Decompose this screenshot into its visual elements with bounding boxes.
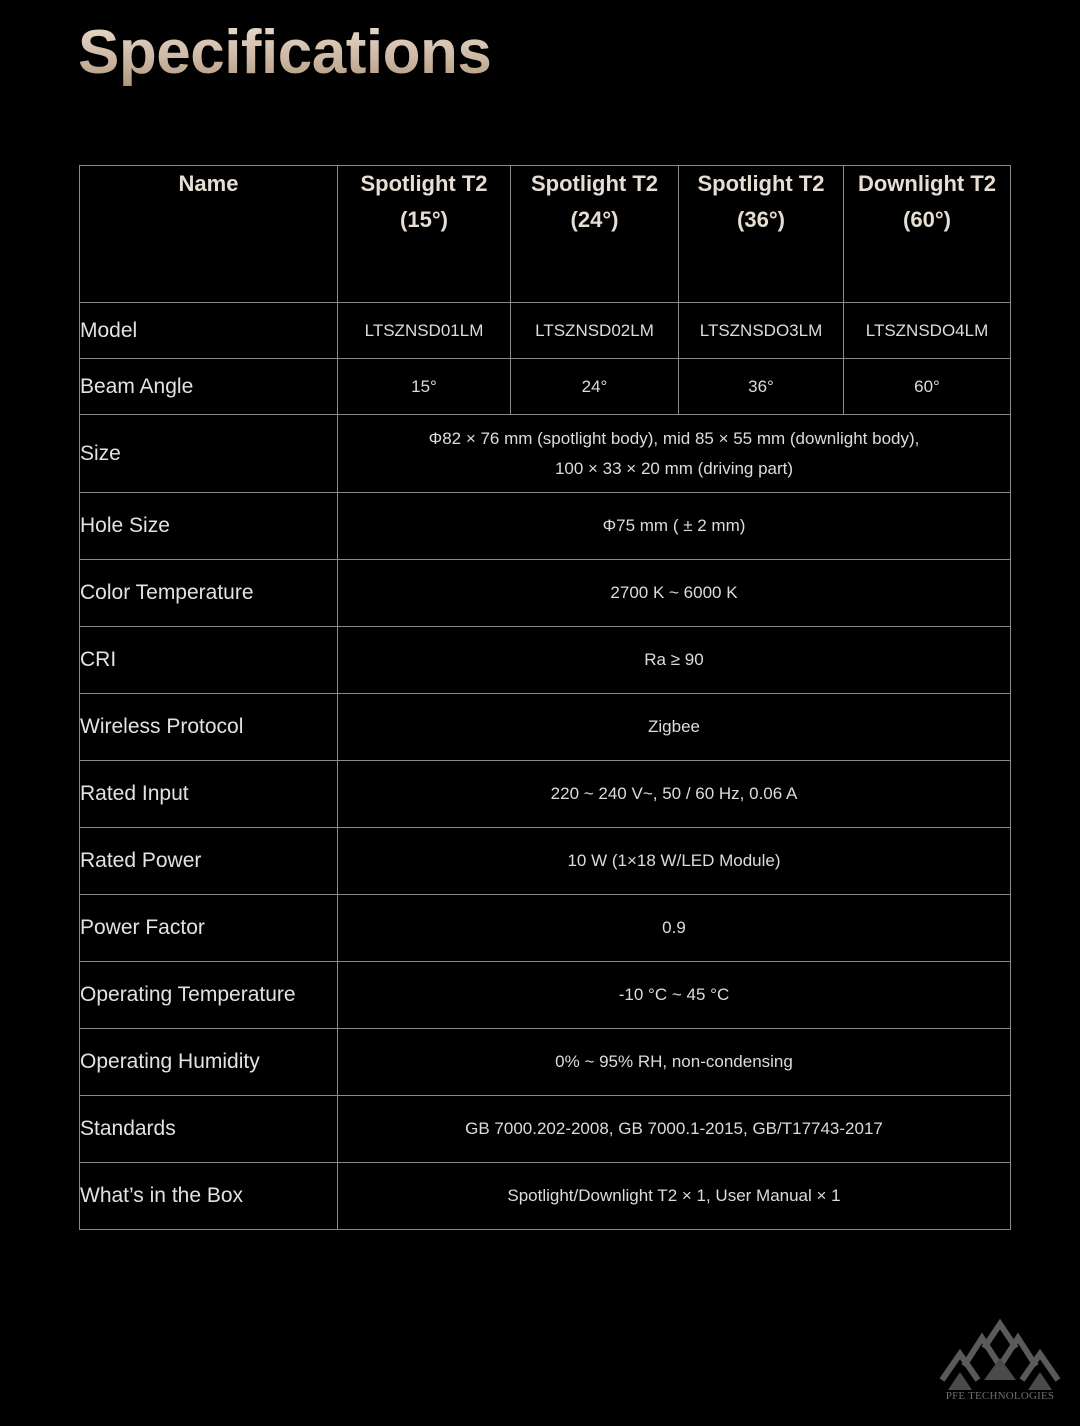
product-name: Spotlight T2 (530, 171, 659, 196)
header-product-2 (511, 166, 679, 303)
beam-angle-value: 24° (511, 359, 679, 415)
row-power-factor (80, 895, 1011, 962)
page-title: Specifications (78, 14, 491, 92)
row-label: Wireless Protocol (80, 694, 338, 761)
row-model (80, 303, 1011, 359)
row-label: Hole Size (80, 493, 338, 560)
hole-size-value: Φ75 mm ( ± 2 mm) (338, 493, 1011, 560)
row-operating-temperature (80, 962, 1011, 1029)
model-value: LTSZNSD02LM (511, 303, 679, 359)
row-label: Beam Angle (80, 359, 338, 415)
operating-humidity-value: 0% ~ 95% RH, non-condensing (338, 1029, 1011, 1096)
row-label: CRI (80, 627, 338, 694)
row-operating-humidity (80, 1029, 1011, 1096)
model-value: LTSZNSDO3LM (679, 303, 844, 359)
size-line-1: Φ82 × 76 mm (spotlight body), mid 85 × 55 mm (downlight body), (428, 428, 920, 448)
row-label: Standards (80, 1096, 338, 1163)
row-label: Operating Humidity (80, 1029, 338, 1096)
beam-angle-value: 36° (679, 359, 844, 415)
row-cri (80, 627, 1011, 694)
product-angle: (24°) (570, 207, 619, 232)
row-label: Model (80, 303, 338, 359)
row-rated-power (80, 828, 1011, 895)
product-name: Spotlight T2 (360, 171, 488, 196)
beam-angle-value: 60° (844, 359, 1011, 415)
header-product-3 (679, 166, 844, 303)
row-label: What’s in the Box (80, 1163, 338, 1230)
row-beam-angle (80, 359, 1011, 415)
product-angle: (36°) (737, 207, 785, 232)
cri-value: Ra ≥ 90 (338, 627, 1011, 694)
header-product-1 (338, 166, 511, 303)
row-label: Power Factor (80, 895, 338, 962)
model-value: LTSZNSDO4LM (844, 303, 1011, 359)
color-temperature-value: 2700 K ~ 6000 K (338, 560, 1011, 627)
row-hole-size (80, 493, 1011, 560)
spec-table (79, 165, 1011, 1230)
row-label: Size (80, 415, 338, 493)
operating-temperature-value: -10 °C ~ 45 °C (338, 962, 1011, 1029)
header-name (80, 166, 338, 303)
row-color-temperature (80, 560, 1011, 627)
wireless-protocol-value: Zigbee (338, 694, 1011, 761)
row-label: Color Temperature (80, 560, 338, 627)
product-angle: (60°) (903, 207, 951, 232)
row-wireless-protocol (80, 694, 1011, 761)
row-label: Rated Power (80, 828, 338, 895)
standards-value: GB 7000.202-2008, GB 7000.1-2015, GB/T17743-2017 (338, 1096, 1011, 1163)
header-row (80, 166, 1011, 303)
power-factor-value: 0.9 (338, 895, 1011, 962)
size-value (338, 415, 1011, 493)
model-value: LTSZNSD01LM (338, 303, 511, 359)
row-size (80, 415, 1011, 493)
watermark-text: PFE TECHNOLOGIES (945, 1390, 1055, 1402)
header-product-4 (844, 166, 1011, 303)
product-angle: (15°) (400, 207, 448, 232)
rated-input-value: 220 ~ 240 V~, 50 / 60 Hz, 0.06 A (338, 761, 1011, 828)
product-name: Downlight T2 (857, 171, 997, 196)
size-line-2: 100 × 33 × 20 mm (driving part) (554, 458, 794, 478)
row-whats-in-the-box (80, 1163, 1011, 1230)
row-standards (80, 1096, 1011, 1163)
beam-angle-value: 15° (338, 359, 511, 415)
product-name: Spotlight T2 (697, 171, 825, 196)
header-name-label: Name (178, 171, 239, 196)
row-label: Operating Temperature (80, 962, 338, 1029)
row-rated-input (80, 761, 1011, 828)
rated-power-value: 10 W (1×18 W/LED Module) (338, 828, 1011, 895)
whats-in-the-box-value: Spotlight/Downlight T2 × 1, User Manual × 1 (338, 1163, 1011, 1230)
row-label: Rated Input (80, 761, 338, 828)
